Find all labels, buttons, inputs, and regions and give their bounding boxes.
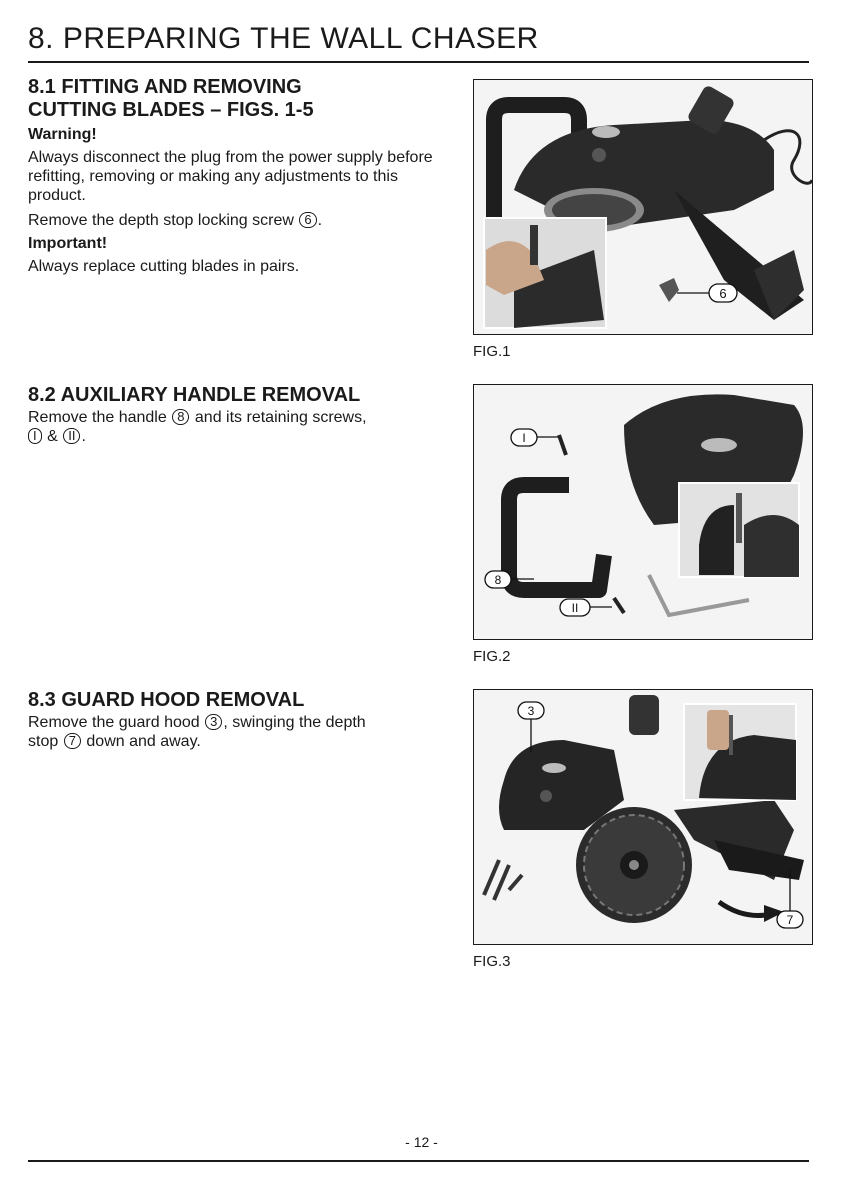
warning-label: Warning! — [28, 126, 97, 143]
figure-2-photo — [474, 385, 812, 639]
figure-1-caption: FIG.1 — [473, 343, 511, 360]
section-8-2-heading: 8.2 AUXILIARY HANDLE REMOVAL — [28, 384, 361, 406]
figure-3-caption: FIG.3 — [473, 953, 511, 970]
text-part: Remove the guard hood — [28, 714, 200, 731]
section-8-1-heading-line2: CUTTING BLADES – FIGS. 1-5 — [28, 99, 314, 121]
figure-3 — [473, 689, 813, 945]
callout-ii: II — [571, 601, 579, 615]
section-8-2-text — [28, 408, 448, 446]
footer-divider — [28, 1160, 809, 1162]
remove-screw-step — [28, 211, 448, 230]
text-part: down and away. — [86, 733, 201, 750]
callout-6: 6 — [719, 286, 727, 301]
callout-ref-3: 3 — [205, 714, 222, 730]
callout-ref-8: 8 — [172, 409, 189, 425]
text-part: stop — [28, 733, 59, 750]
text-part: . — [81, 428, 86, 445]
figure-1-photo — [474, 80, 812, 334]
figure-2 — [473, 384, 813, 640]
text-part: , swinging the depth — [223, 714, 366, 731]
figure-3-photo — [474, 690, 812, 944]
title-divider — [28, 61, 809, 63]
callout-7: 7 — [786, 913, 794, 927]
step-text: Remove the depth stop locking screw — [28, 212, 294, 229]
section-8-3-text — [28, 713, 448, 751]
section-8-3 — [28, 689, 448, 751]
page-number: - 12 - — [405, 1134, 438, 1150]
important-text: Always replace cutting blades in pairs. — [28, 258, 300, 275]
section-8-1-heading-line1: 8.1 FITTING AND REMOVING — [28, 76, 302, 98]
warning-text: Always disconnect the plug from the power supply before refitting, removing or making any adjustments to this product. — [28, 149, 433, 204]
page-title: 8. PREPARING THE WALL CHASER — [28, 22, 539, 55]
callout-ref-7: 7 — [64, 733, 81, 749]
callout-ref-6: 6 — [299, 212, 316, 228]
callout-ref-i: I — [28, 428, 42, 444]
callout-3: 3 — [527, 704, 535, 718]
step-end: . — [317, 212, 323, 229]
text-part: Remove the handle — [28, 409, 167, 426]
text-part: and its retaining screws, — [194, 409, 367, 426]
section-8-1 — [28, 76, 448, 276]
section-8-3-heading: 8.3 GUARD HOOD REMOVAL — [28, 689, 305, 711]
figure-1 — [473, 79, 813, 335]
text-part: & — [47, 428, 58, 445]
important-label: Important! — [28, 235, 108, 252]
section-8-2 — [28, 384, 448, 446]
callout-i: I — [522, 431, 526, 445]
callout-8: 8 — [494, 573, 502, 587]
callout-ref-ii: II — [63, 428, 80, 444]
figure-2-caption: FIG.2 — [473, 648, 511, 665]
